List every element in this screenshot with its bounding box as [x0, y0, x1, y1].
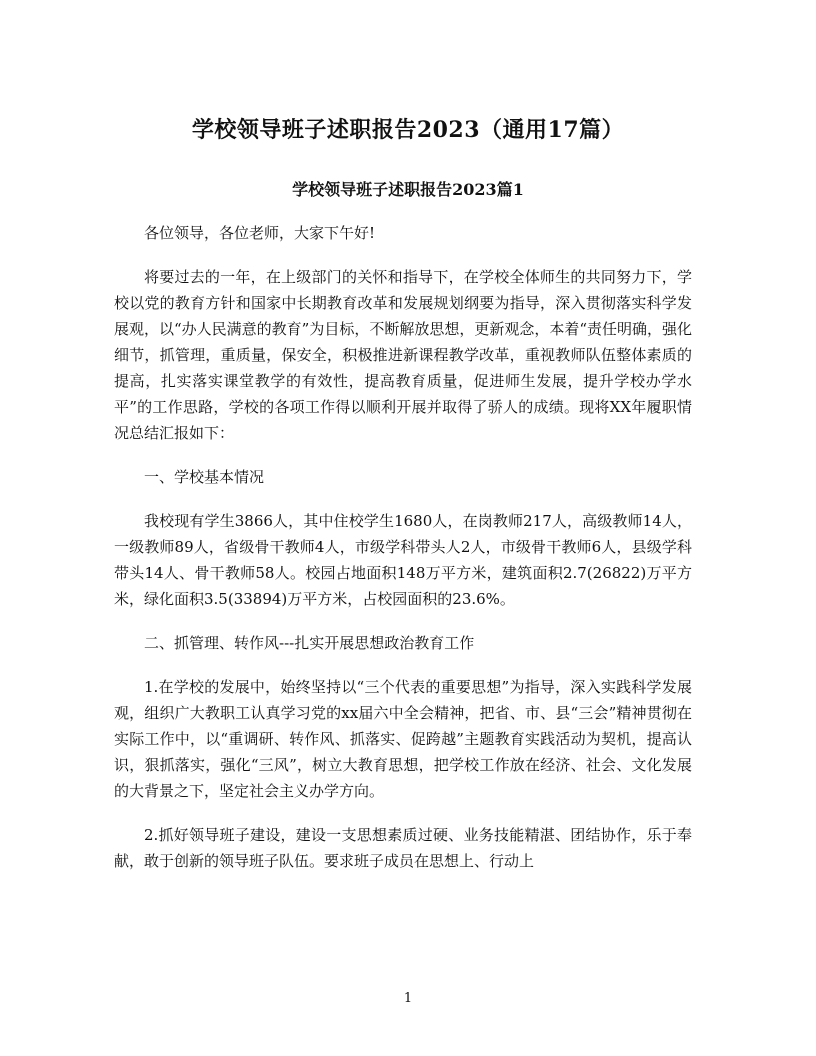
- paragraph-item-1: 1.在学校的发展中，始终坚持以“三个代表的重要思想”为指导，深入实践科学发展观，组织广大教职工认真学习党的xx届六中全会精神，把省、市、县“三会”精神贯彻在实际工作中，以“重调研、转作风、抓落实、促跨越”主题教育实践活动为契机，提高认识，狠抓落实，强化“三风”，树立大教育思想，把学校工作放在经济、社会、文化发展的大背景之下，坚定社会主义办学方向。: [114, 678, 692, 800]
- paragraph-basic-situation: 我校现有学生3866人，其中住校学生1680人，在岗教师217人，高级教师14人，一级教师89人，省级骨干教师4人，市级学科带头人2人，市级骨干教师6人，县级学科带头14人、骨干教师58人。校园占地面积148万平方米，建筑面积2.7(26822)万平方米，绿化面积3.5(33894)万平方米，占校园面积的23.6%。: [114, 512, 692, 608]
- heading-management: 二、抓管理、转作风---扎实开展思想政治教育工作: [144, 634, 475, 652]
- page-number: 1: [403, 991, 413, 1006]
- paragraph-intro: 将要过去的一年，在上级部门的关怀和指导下，在学校全体师生的共同努力下，学校以党的教育方针和国家中长期教育改革和发展规划纲要为指导，深入贯彻落实科学发展观，以“办人民满意的教育”为目标，不断解放思想，更新观念，本着“责任明确，强化细节，抓管理，重质量，保安全，积极推进新课程教学改革，重视教师队伍整体素质的提高，扎实落实课堂教学的有效性，提高教育质量，促进师生发展，提升学校办学水平”的工作思路，学校的各项工作得以顺利开展并取得了骄人的成绩。现将XX年履职情况总结汇报如下：: [114, 268, 693, 442]
- section-title: 学校领导班子述职报告2023篇1: [292, 180, 524, 199]
- paragraph-item-2: 2.抓好领导班子建设，建设一支思想素质过硬、业务技能精湛、团结协作，乐于奉献，敢于创新的领导班子队伍。要求班子成员在思想上、行动上: [114, 826, 692, 870]
- paragraph-greeting: 各位领导，各位老师，大家下午好!: [144, 224, 376, 242]
- heading-basic-situation: 一、学校基本情况: [144, 468, 265, 486]
- document-body: [114, 220, 692, 892]
- document-title: 学校领导班子述职报告2023（通用17篇）: [191, 117, 625, 143]
